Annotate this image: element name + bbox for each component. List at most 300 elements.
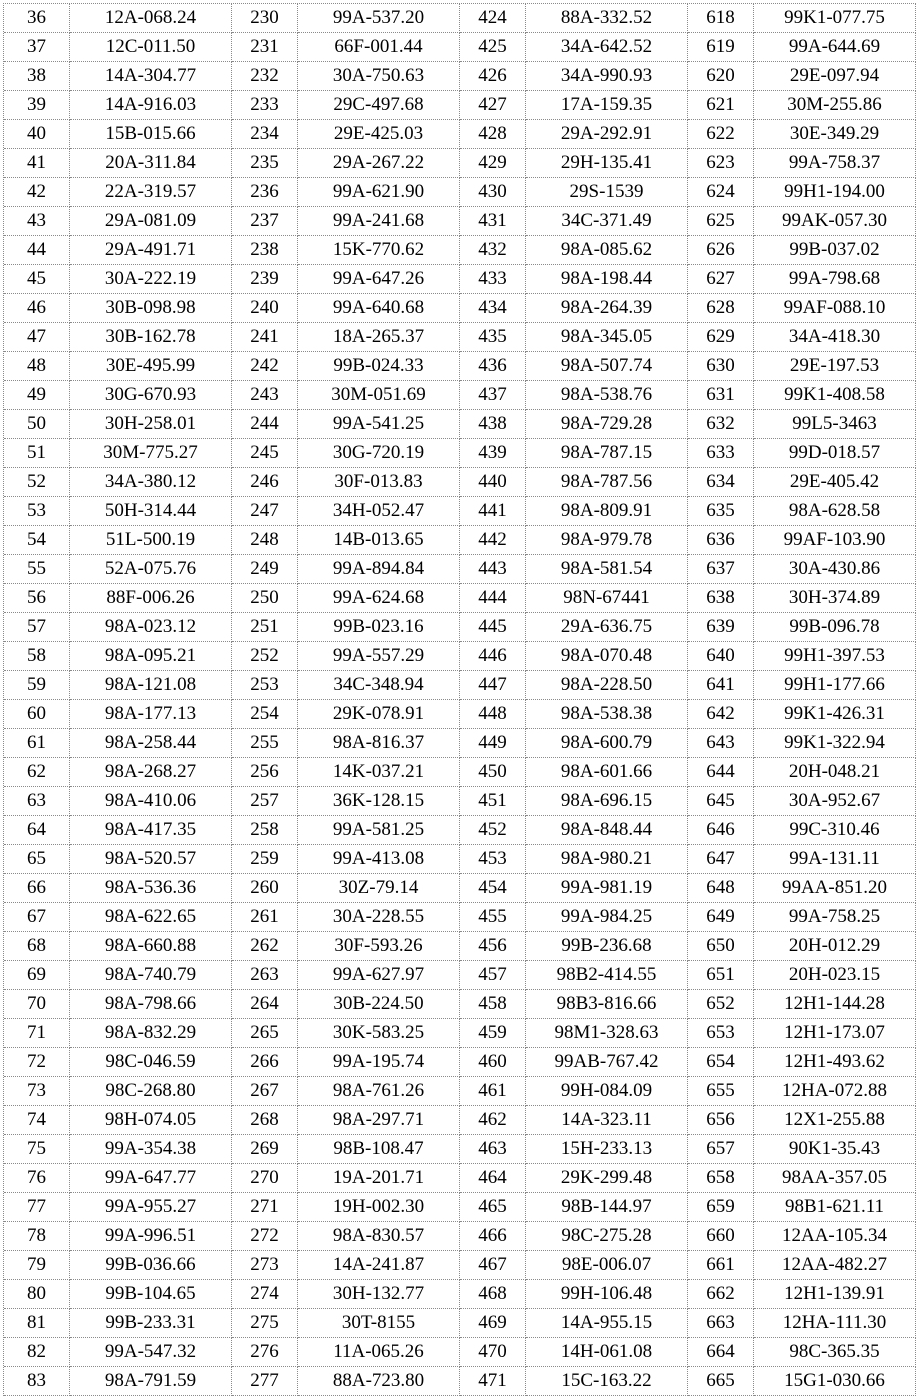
index-cell: 633 — [688, 439, 754, 468]
plate-cell: 30E-349.29 — [754, 120, 916, 149]
index-cell: 238 — [232, 236, 298, 265]
plate-cell: 30B-098.98 — [70, 294, 232, 323]
plate-cell: 99A-131.11 — [754, 845, 916, 874]
plate-cell: 30B-224.50 — [298, 990, 460, 1019]
plate-cell: 34A-380.12 — [70, 468, 232, 497]
table-row — [4, 1367, 916, 1396]
plate-cell: 30F-013.83 — [298, 468, 460, 497]
table-row — [4, 33, 916, 62]
index-cell: 440 — [460, 468, 526, 497]
index-cell: 273 — [232, 1251, 298, 1280]
index-cell: 632 — [688, 410, 754, 439]
plate-cell: 29A-081.09 — [70, 207, 232, 236]
plate-table-body — [4, 4, 916, 1396]
index-cell: 447 — [460, 671, 526, 700]
index-cell: 643 — [688, 729, 754, 758]
table-row — [4, 903, 916, 932]
index-cell: 664 — [688, 1338, 754, 1367]
plate-cell: 99H1-397.53 — [754, 642, 916, 671]
plate-cell: 29E-425.03 — [298, 120, 460, 149]
plate-cell: 99AA-851.20 — [754, 874, 916, 903]
index-cell: 62 — [4, 758, 70, 787]
index-cell: 65 — [4, 845, 70, 874]
index-cell: 265 — [232, 1019, 298, 1048]
index-cell: 638 — [688, 584, 754, 613]
plate-cell: 15G1-030.66 — [754, 1367, 916, 1396]
index-cell: 446 — [460, 642, 526, 671]
index-cell: 274 — [232, 1280, 298, 1309]
plate-cell: 98A-228.50 — [526, 671, 688, 700]
index-cell: 459 — [460, 1019, 526, 1048]
plate-cell: 12HA-072.88 — [754, 1077, 916, 1106]
plate-cell: 98A-095.21 — [70, 642, 232, 671]
index-cell: 628 — [688, 294, 754, 323]
index-cell: 76 — [4, 1164, 70, 1193]
index-cell: 271 — [232, 1193, 298, 1222]
plate-cell: 14A-241.87 — [298, 1251, 460, 1280]
plate-cell: 99B-024.33 — [298, 352, 460, 381]
index-cell: 262 — [232, 932, 298, 961]
index-cell: 57 — [4, 613, 70, 642]
index-cell: 637 — [688, 555, 754, 584]
plate-cell: 30A-228.55 — [298, 903, 460, 932]
plate-cell: 98A-121.08 — [70, 671, 232, 700]
table-row — [4, 613, 916, 642]
index-cell: 256 — [232, 758, 298, 787]
index-cell: 242 — [232, 352, 298, 381]
index-cell: 77 — [4, 1193, 70, 1222]
plate-cell: 30B-162.78 — [70, 323, 232, 352]
index-cell: 60 — [4, 700, 70, 729]
index-cell: 640 — [688, 642, 754, 671]
index-cell: 239 — [232, 265, 298, 294]
index-cell: 448 — [460, 700, 526, 729]
index-cell: 39 — [4, 91, 70, 120]
plate-cell: 88A-332.52 — [526, 4, 688, 33]
plate-cell: 34C-371.49 — [526, 207, 688, 236]
table-row — [4, 207, 916, 236]
plate-cell: 98A-297.71 — [298, 1106, 460, 1135]
plate-cell: 98B-144.97 — [526, 1193, 688, 1222]
table-row — [4, 526, 916, 555]
index-cell: 45 — [4, 265, 70, 294]
index-cell: 451 — [460, 787, 526, 816]
index-cell: 61 — [4, 729, 70, 758]
index-cell: 52 — [4, 468, 70, 497]
index-cell: 655 — [688, 1077, 754, 1106]
plate-cell: 99C-310.46 — [754, 816, 916, 845]
plate-cell: 12C-011.50 — [70, 33, 232, 62]
plate-cell: 98A-830.57 — [298, 1222, 460, 1251]
table-row — [4, 323, 916, 352]
plate-cell: 88A-723.80 — [298, 1367, 460, 1396]
index-cell: 660 — [688, 1222, 754, 1251]
index-cell: 72 — [4, 1048, 70, 1077]
table-row — [4, 961, 916, 990]
index-cell: 254 — [232, 700, 298, 729]
plate-cell: 98A-628.58 — [754, 497, 916, 526]
index-cell: 36 — [4, 4, 70, 33]
index-cell: 457 — [460, 961, 526, 990]
index-cell: 240 — [232, 294, 298, 323]
index-cell: 653 — [688, 1019, 754, 1048]
plate-cell: 99AK-057.30 — [754, 207, 916, 236]
plate-cell: 30G-720.19 — [298, 439, 460, 468]
table-row — [4, 874, 916, 903]
plate-cell: 98A-740.79 — [70, 961, 232, 990]
index-cell: 49 — [4, 381, 70, 410]
plate-cell: 99B-037.02 — [754, 236, 916, 265]
index-cell: 444 — [460, 584, 526, 613]
index-cell: 436 — [460, 352, 526, 381]
index-cell: 622 — [688, 120, 754, 149]
table-row — [4, 1222, 916, 1251]
plate-cell: 18A-265.37 — [298, 323, 460, 352]
table-row — [4, 178, 916, 207]
plate-cell: 99A-413.08 — [298, 845, 460, 874]
plate-cell: 99A-984.25 — [526, 903, 688, 932]
table-row — [4, 1251, 916, 1280]
index-cell: 641 — [688, 671, 754, 700]
index-cell: 469 — [460, 1309, 526, 1338]
index-cell: 458 — [460, 990, 526, 1019]
index-cell: 438 — [460, 410, 526, 439]
table-row — [4, 671, 916, 700]
index-cell: 243 — [232, 381, 298, 410]
plate-cell: 20H-012.29 — [754, 932, 916, 961]
index-cell: 647 — [688, 845, 754, 874]
plate-cell: 99A-647.77 — [70, 1164, 232, 1193]
index-cell: 662 — [688, 1280, 754, 1309]
plate-cell: 30H-258.01 — [70, 410, 232, 439]
table-row — [4, 555, 916, 584]
plate-cell: 98A-268.27 — [70, 758, 232, 787]
plate-list-sheet — [3, 3, 915, 1396]
plate-cell: 90K1-35.43 — [754, 1135, 916, 1164]
plate-cell: 99D-018.57 — [754, 439, 916, 468]
index-cell: 250 — [232, 584, 298, 613]
plate-cell: 30K-583.25 — [298, 1019, 460, 1048]
index-cell: 235 — [232, 149, 298, 178]
plate-cell: 99B-023.16 — [298, 613, 460, 642]
plate-cell: 98A-070.48 — [526, 642, 688, 671]
plate-cell: 98C-268.80 — [70, 1077, 232, 1106]
plate-cell: 29K-299.48 — [526, 1164, 688, 1193]
index-cell: 651 — [688, 961, 754, 990]
index-cell: 461 — [460, 1077, 526, 1106]
index-cell: 232 — [232, 62, 298, 91]
index-cell: 247 — [232, 497, 298, 526]
index-cell: 460 — [460, 1048, 526, 1077]
index-cell: 648 — [688, 874, 754, 903]
index-cell: 37 — [4, 33, 70, 62]
plate-cell: 98C-275.28 — [526, 1222, 688, 1251]
plate-cell: 98A-538.38 — [526, 700, 688, 729]
table-row — [4, 1338, 916, 1367]
index-cell: 627 — [688, 265, 754, 294]
plate-cell: 98A-581.54 — [526, 555, 688, 584]
index-cell: 435 — [460, 323, 526, 352]
plate-cell: 30T-8155 — [298, 1309, 460, 1338]
index-cell: 424 — [460, 4, 526, 33]
index-cell: 48 — [4, 352, 70, 381]
plate-cell: 99A-894.84 — [298, 555, 460, 584]
plate-cell: 99A-557.29 — [298, 642, 460, 671]
index-cell: 46 — [4, 294, 70, 323]
index-cell: 432 — [460, 236, 526, 265]
index-cell: 38 — [4, 62, 70, 91]
table-row — [4, 1193, 916, 1222]
index-cell: 51 — [4, 439, 70, 468]
plate-cell: 98A-345.05 — [526, 323, 688, 352]
index-cell: 437 — [460, 381, 526, 410]
plate-cell: 98A-798.66 — [70, 990, 232, 1019]
index-cell: 453 — [460, 845, 526, 874]
index-cell: 658 — [688, 1164, 754, 1193]
plate-cell: 99B-104.65 — [70, 1280, 232, 1309]
index-cell: 634 — [688, 468, 754, 497]
index-cell: 55 — [4, 555, 70, 584]
index-cell: 623 — [688, 149, 754, 178]
index-cell: 427 — [460, 91, 526, 120]
plate-cell: 99A-981.19 — [526, 874, 688, 903]
plate-cell: 99AF-103.90 — [754, 526, 916, 555]
index-cell: 471 — [460, 1367, 526, 1396]
index-cell: 466 — [460, 1222, 526, 1251]
index-cell: 465 — [460, 1193, 526, 1222]
index-cell: 463 — [460, 1135, 526, 1164]
table-row — [4, 1309, 916, 1338]
index-cell: 233 — [232, 91, 298, 120]
plate-cell: 15H-233.13 — [526, 1135, 688, 1164]
plate-cell: 30M-775.27 — [70, 439, 232, 468]
plate-cell: 30H-374.89 — [754, 584, 916, 613]
index-cell: 236 — [232, 178, 298, 207]
plate-cell: 30Z-79.14 — [298, 874, 460, 903]
plate-cell: 14A-323.11 — [526, 1106, 688, 1135]
index-cell: 267 — [232, 1077, 298, 1106]
index-cell: 277 — [232, 1367, 298, 1396]
index-cell: 450 — [460, 758, 526, 787]
index-cell: 63 — [4, 787, 70, 816]
plate-cell: 98C-046.59 — [70, 1048, 232, 1077]
index-cell: 42 — [4, 178, 70, 207]
index-cell: 264 — [232, 990, 298, 1019]
index-cell: 646 — [688, 816, 754, 845]
plate-cell: 99A-241.68 — [298, 207, 460, 236]
plate-table — [3, 3, 916, 1396]
plate-cell: 14A-304.77 — [70, 62, 232, 91]
index-cell: 241 — [232, 323, 298, 352]
plate-cell: 99A-996.51 — [70, 1222, 232, 1251]
plate-cell: 22A-319.57 — [70, 178, 232, 207]
index-cell: 621 — [688, 91, 754, 120]
plate-cell: 98A-979.78 — [526, 526, 688, 555]
table-row — [4, 410, 916, 439]
plate-cell: 29E-405.42 — [754, 468, 916, 497]
index-cell: 230 — [232, 4, 298, 33]
table-row — [4, 381, 916, 410]
index-cell: 258 — [232, 816, 298, 845]
index-cell: 268 — [232, 1106, 298, 1135]
plate-cell: 12AA-482.27 — [754, 1251, 916, 1280]
plate-cell: 98A-507.74 — [526, 352, 688, 381]
index-cell: 269 — [232, 1135, 298, 1164]
index-cell: 73 — [4, 1077, 70, 1106]
plate-cell: 99H-084.09 — [526, 1077, 688, 1106]
plate-cell: 12AA-105.34 — [754, 1222, 916, 1251]
index-cell: 620 — [688, 62, 754, 91]
table-row — [4, 787, 916, 816]
index-cell: 56 — [4, 584, 70, 613]
index-cell: 81 — [4, 1309, 70, 1338]
plate-cell: 99K1-322.94 — [754, 729, 916, 758]
plate-cell: 14A-955.15 — [526, 1309, 688, 1338]
index-cell: 69 — [4, 961, 70, 990]
plate-cell: 34H-052.47 — [298, 497, 460, 526]
index-cell: 74 — [4, 1106, 70, 1135]
index-cell: 71 — [4, 1019, 70, 1048]
plate-cell: 98A-520.57 — [70, 845, 232, 874]
plate-cell: 99H1-194.00 — [754, 178, 916, 207]
plate-cell: 98A-536.36 — [70, 874, 232, 903]
plate-cell: 98B3-816.66 — [526, 990, 688, 1019]
plate-cell: 98A-791.59 — [70, 1367, 232, 1396]
index-cell: 433 — [460, 265, 526, 294]
index-cell: 67 — [4, 903, 70, 932]
index-cell: 642 — [688, 700, 754, 729]
index-cell: 443 — [460, 555, 526, 584]
plate-cell: 98M1-328.63 — [526, 1019, 688, 1048]
index-cell: 248 — [232, 526, 298, 555]
plate-cell: 30F-593.26 — [298, 932, 460, 961]
index-cell: 434 — [460, 294, 526, 323]
index-cell: 464 — [460, 1164, 526, 1193]
index-cell: 445 — [460, 613, 526, 642]
plate-cell: 99B-233.31 — [70, 1309, 232, 1338]
index-cell: 468 — [460, 1280, 526, 1309]
plate-cell: 98E-006.07 — [526, 1251, 688, 1280]
index-cell: 54 — [4, 526, 70, 555]
index-cell: 629 — [688, 323, 754, 352]
plate-cell: 12X1-255.88 — [754, 1106, 916, 1135]
plate-cell: 12A-068.24 — [70, 4, 232, 33]
index-cell: 255 — [232, 729, 298, 758]
plate-cell: 20H-023.15 — [754, 961, 916, 990]
plate-cell: 98AA-357.05 — [754, 1164, 916, 1193]
plate-cell: 99B-096.78 — [754, 613, 916, 642]
plate-cell: 98A-417.35 — [70, 816, 232, 845]
plate-cell: 30E-495.99 — [70, 352, 232, 381]
plate-cell: 30G-670.93 — [70, 381, 232, 410]
table-row — [4, 1106, 916, 1135]
index-cell: 75 — [4, 1135, 70, 1164]
table-row — [4, 62, 916, 91]
index-cell: 619 — [688, 33, 754, 62]
plate-cell: 98B1-621.11 — [754, 1193, 916, 1222]
plate-cell: 20H-048.21 — [754, 758, 916, 787]
plate-cell: 12H1-173.07 — [754, 1019, 916, 1048]
index-cell: 66 — [4, 874, 70, 903]
plate-cell: 98B2-414.55 — [526, 961, 688, 990]
index-cell: 430 — [460, 178, 526, 207]
plate-cell: 99L5-3463 — [754, 410, 916, 439]
index-cell: 455 — [460, 903, 526, 932]
plate-cell: 98A-787.15 — [526, 439, 688, 468]
plate-cell: 98A-761.26 — [298, 1077, 460, 1106]
index-cell: 644 — [688, 758, 754, 787]
plate-cell: 52A-075.76 — [70, 555, 232, 584]
plate-cell: 99A-644.69 — [754, 33, 916, 62]
plate-cell: 98A-600.79 — [526, 729, 688, 758]
index-cell: 449 — [460, 729, 526, 758]
index-cell: 231 — [232, 33, 298, 62]
index-cell: 64 — [4, 816, 70, 845]
plate-cell: 34A-642.52 — [526, 33, 688, 62]
plate-cell: 34C-348.94 — [298, 671, 460, 700]
table-row — [4, 352, 916, 381]
plate-cell: 98B-108.47 — [298, 1135, 460, 1164]
plate-cell: 30A-750.63 — [298, 62, 460, 91]
index-cell: 78 — [4, 1222, 70, 1251]
plate-cell: 29C-497.68 — [298, 91, 460, 120]
table-row — [4, 236, 916, 265]
plate-cell: 29A-267.22 — [298, 149, 460, 178]
index-cell: 83 — [4, 1367, 70, 1396]
plate-cell: 30A-222.19 — [70, 265, 232, 294]
index-cell: 44 — [4, 236, 70, 265]
plate-cell: 50H-314.44 — [70, 497, 232, 526]
index-cell: 53 — [4, 497, 70, 526]
plate-cell: 99A-955.27 — [70, 1193, 232, 1222]
index-cell: 439 — [460, 439, 526, 468]
table-row — [4, 91, 916, 120]
plate-cell: 98A-538.76 — [526, 381, 688, 410]
plate-cell: 14H-061.08 — [526, 1338, 688, 1367]
index-cell: 665 — [688, 1367, 754, 1396]
plate-cell: 99B-036.66 — [70, 1251, 232, 1280]
index-cell: 652 — [688, 990, 754, 1019]
plate-cell: 99A-537.20 — [298, 4, 460, 33]
index-cell: 40 — [4, 120, 70, 149]
index-cell: 272 — [232, 1222, 298, 1251]
plate-cell: 12HA-111.30 — [754, 1309, 916, 1338]
plate-cell: 99K1-077.75 — [754, 4, 916, 33]
plate-cell: 99H-106.48 — [526, 1280, 688, 1309]
index-cell: 624 — [688, 178, 754, 207]
plate-cell: 98A-410.06 — [70, 787, 232, 816]
plate-cell: 98A-198.44 — [526, 265, 688, 294]
plate-cell: 29A-491.71 — [70, 236, 232, 265]
plate-cell: 30M-051.69 — [298, 381, 460, 410]
index-cell: 452 — [460, 816, 526, 845]
table-row — [4, 584, 916, 613]
index-cell: 276 — [232, 1338, 298, 1367]
index-cell: 260 — [232, 874, 298, 903]
plate-cell: 15K-770.62 — [298, 236, 460, 265]
plate-cell: 99A-621.90 — [298, 178, 460, 207]
plate-cell: 19H-002.30 — [298, 1193, 460, 1222]
plate-cell: 30A-430.86 — [754, 555, 916, 584]
index-cell: 251 — [232, 613, 298, 642]
table-row — [4, 729, 916, 758]
plate-cell: 15C-163.22 — [526, 1367, 688, 1396]
index-cell: 59 — [4, 671, 70, 700]
index-cell: 635 — [688, 497, 754, 526]
plate-cell: 98A-177.13 — [70, 700, 232, 729]
plate-cell: 99A-758.37 — [754, 149, 916, 178]
plate-cell: 99A-541.25 — [298, 410, 460, 439]
